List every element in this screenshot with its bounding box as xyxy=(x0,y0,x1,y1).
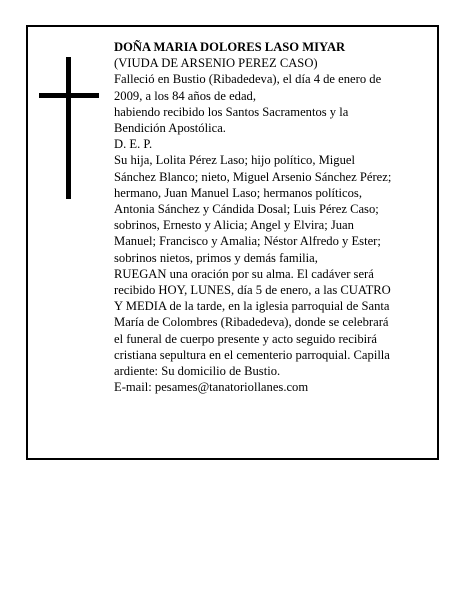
family-line-7: sobrinos nietos, primos y demás familia, xyxy=(114,250,318,265)
funeral-line-1: RUEGAN una oración por su alma. El cadáver será xyxy=(114,266,374,281)
cross-icon xyxy=(39,57,99,199)
family-line-1: Su hija, Lolita Pérez Laso; hijo político, Miguel xyxy=(114,153,355,168)
obituary-notice xyxy=(26,25,439,460)
cross-vertical-bar xyxy=(66,57,71,199)
email-line: E-mail: pesames@tanatoriollanes.com xyxy=(114,380,309,395)
widow-of-line: (VIUDA DE ARSENIO PEREZ CASO) xyxy=(114,56,318,71)
funeral-line-6: cristiana sepultura en el cementerio parroquial. Capilla xyxy=(114,347,390,362)
funeral-line-7: ardiente: Su domicilio de Bustio. xyxy=(114,364,281,379)
family-line-5: sobrinos, Ernesto y Alicia; Angel y Elvira; Juan xyxy=(114,218,354,233)
family-line-2: Sánchez Blanco; nieto, Miguel Arsenio Sánchez Pérez; xyxy=(114,169,392,184)
deceased-name: DOÑA MARIA DOLORES LASO MIYAR xyxy=(114,40,346,54)
funeral-line-5: el funeral de cuerpo presente y acto seguido recibirá xyxy=(114,331,377,346)
sacraments-line-2: Bendición Apostólica. xyxy=(114,121,226,136)
cross-horizontal-bar xyxy=(39,93,99,98)
family-line-6: Manuel; Francisco y Amalia; Néstor Alfredo y Ester; xyxy=(114,234,381,249)
funeral-line-2: recibido HOY, LUNES, día 5 de enero, a las CUATRO xyxy=(114,283,391,298)
funeral-line-4: María de Colombres (Ribadedeva), donde se celebrará xyxy=(114,315,389,330)
notice-text xyxy=(114,39,414,395)
rip-line: D. E. P. xyxy=(114,137,153,152)
sacraments-line-1: habiendo recibido los Santos Sacramentos y la xyxy=(114,104,349,119)
death-line-1: Falleció en Bustio (Ribadedeva), el día 4 de enero de xyxy=(114,72,382,87)
death-line-2: 2009, a los 84 años de edad, xyxy=(114,88,256,103)
family-line-3: hermano, Juan Manuel Laso; hermanos políticos, xyxy=(114,185,362,200)
funeral-line-3: Y MEDIA de la tarde, en la iglesia parroquial de Santa xyxy=(114,299,390,314)
family-line-4: Antonia Sánchez y Cándida Dosal; Luis Pérez Caso; xyxy=(114,202,379,217)
